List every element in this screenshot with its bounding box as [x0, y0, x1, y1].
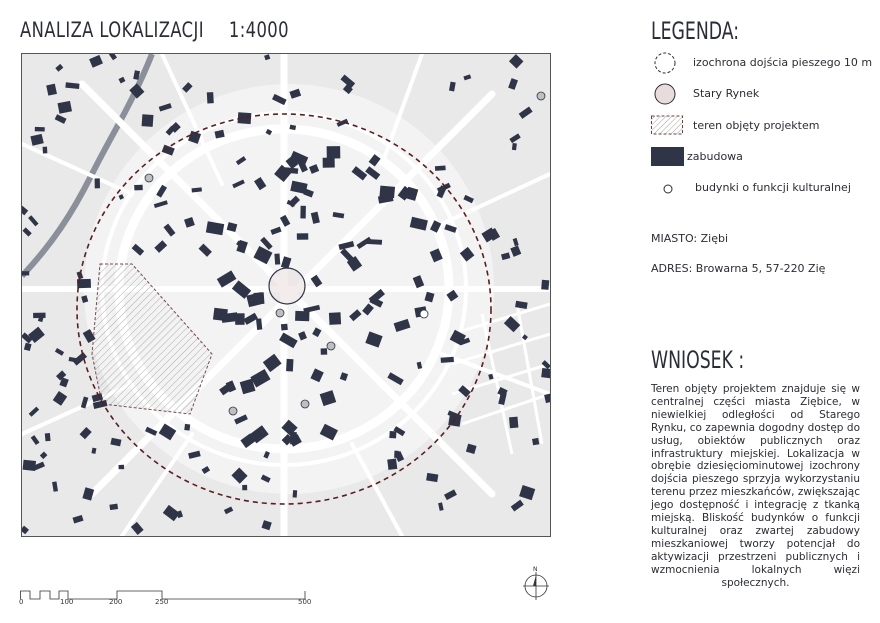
- building-footprint: [327, 146, 341, 159]
- building-footprint: [142, 114, 154, 127]
- building-footprint: [22, 271, 29, 275]
- building-footprint: [541, 368, 550, 379]
- legend-label-cultural: budynki o funkcji kulturalnej: [695, 181, 851, 194]
- scale-tick-0: 0: [19, 598, 24, 606]
- building-footprint: [207, 92, 214, 103]
- conclusion-text: Teren objęty projektem znajduje się w centralnej części miasta Ziębice, w niewielkiej odległości od Starego Rynku, co zapewnia dogodny dostęp do usług, obiektów publicznych oraz infrastruktury miejskiej. Lokalizacja w obrębie dziesięciominutowej izochrony dojścia pieszego sprzyja wykorzystaniu terenu przez mieszkańców, zwiększając jego dostępność i integrację z tkanką miejską. Bliskość budynków o funkcji kulturalnej oraz zwartej zabudowy mieszkaniowej tworzy potencjał do aktywizacji przestrzeni publicznych i wzmocnienia lokalnych więzi społecznych.: [651, 383, 860, 589]
- small-circle-icon: [651, 176, 685, 200]
- north-label: N: [533, 566, 538, 573]
- old-market-circle: [269, 268, 305, 304]
- building-footprint: [35, 127, 45, 132]
- filled-circle-icon: [651, 82, 685, 106]
- building-footprint: [109, 504, 118, 511]
- hatched-area-icon: [651, 114, 685, 138]
- building-footprint: [95, 178, 100, 188]
- page-title: [20, 18, 289, 42]
- building-footprint: [379, 186, 395, 199]
- building-block-icon: [651, 145, 685, 169]
- legend-label-isochrone: izochrona dojścia pieszego 10 m: [693, 56, 873, 69]
- building-footprint: [389, 431, 396, 438]
- conclusion-title: WNIOSEK :: [651, 346, 745, 374]
- building-footprint: [297, 233, 309, 240]
- dashed-circle-icon: [651, 51, 685, 75]
- title-text: ANALIZA LOKALIZACJI: [20, 18, 204, 42]
- location-map[interactable]: [21, 53, 551, 537]
- building-footprint: [295, 311, 309, 321]
- legend-label-project-area: teren objęty projektem: [693, 119, 820, 132]
- building-footprint: [509, 417, 518, 429]
- building-footprint: [119, 465, 125, 469]
- building-footprint: [321, 348, 328, 355]
- scale-tick-200: 200: [109, 598, 123, 606]
- map-svg: [22, 54, 550, 536]
- scale-tick-100: 100: [60, 598, 74, 606]
- building-footprint: [532, 438, 539, 445]
- building-footprint: [435, 165, 446, 170]
- building-footprint: [366, 239, 382, 245]
- building-footprint: [213, 308, 228, 321]
- building-footprint: [512, 143, 517, 150]
- map-scale: 1:4000: [228, 18, 289, 42]
- legend-label-old-market: Stary Rynek: [693, 87, 760, 100]
- building-footprint: [300, 206, 306, 219]
- building-footprint: [184, 424, 190, 431]
- building-footprint: [45, 433, 51, 441]
- building-footprint: [242, 485, 247, 490]
- city-info: MIASTO: Ziębi: [651, 232, 729, 245]
- building-footprint: [441, 357, 454, 363]
- building-footprint: [134, 185, 143, 191]
- building-footprint: [394, 451, 399, 458]
- building-footprint: [329, 312, 341, 325]
- north-arrow: [522, 566, 550, 606]
- building-footprint: [323, 158, 335, 168]
- building-footprint: [43, 147, 48, 154]
- building-footprint: [293, 490, 298, 498]
- legend-title: LEGENDA:: [651, 17, 740, 45]
- building-footprint: [541, 280, 549, 290]
- address-info: ADRES: Browarna 5, 57-220 Zię: [651, 262, 826, 275]
- building-footprint: [387, 459, 397, 470]
- building-footprint: [286, 359, 293, 372]
- building-footprint: [235, 313, 244, 325]
- legend-label-buildings: zabudowa: [687, 150, 743, 163]
- scale-tick-500: 500: [298, 598, 312, 606]
- building-footprint: [281, 324, 288, 331]
- scale-tick-250: 250: [155, 598, 169, 606]
- scale-bar: [20, 586, 312, 605]
- building-footprint: [274, 254, 280, 265]
